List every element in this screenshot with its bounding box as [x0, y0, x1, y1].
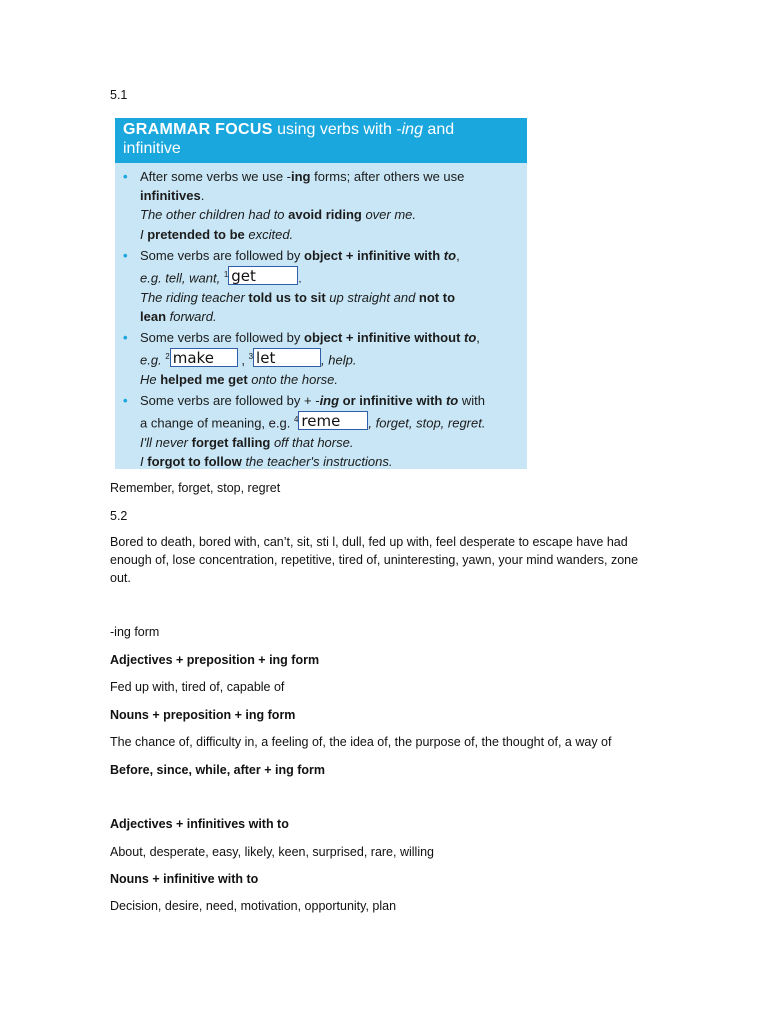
rule-text: , — [476, 329, 480, 345]
ex-text: off that horse. — [270, 434, 354, 450]
grammar-focus-label: GRAMMAR FOCUS — [123, 121, 273, 138]
section-number-5-2: 5.2 — [110, 509, 128, 523]
rule-1 — [115, 167, 527, 244]
answer-field-2[interactable]: make — [170, 348, 238, 367]
bullet-icon: • — [123, 169, 128, 184]
example-3 — [140, 290, 455, 324]
grammar-focus-title — [115, 118, 527, 163]
ex-text: over me. — [361, 207, 417, 223]
title-and: and — [422, 121, 455, 138]
rule-text: , — [456, 247, 460, 263]
gap-number-2: 2 — [165, 352, 170, 362]
heading-conjunctions-ing: Before, since, while, after + ing form — [110, 763, 325, 777]
gap-number-1: 1 — [223, 270, 229, 280]
ex-bold: helped me get — [160, 371, 248, 387]
answer-field-1[interactable]: get — [228, 266, 298, 285]
answer-field-4[interactable]: reme — [298, 411, 368, 430]
gap-number-3: 3 — [248, 352, 254, 362]
title-line2: infinitive — [123, 140, 181, 157]
ex-text: I — [140, 226, 148, 242]
example-1 — [140, 207, 416, 222]
rule-text: a change of meaning, e.g. — [140, 415, 294, 431]
ex-bold: pretended to be — [147, 226, 245, 242]
rule-bold-italic: to — [464, 329, 477, 345]
answer-line: Remember, forget, stop, regret — [110, 481, 281, 495]
rule-eg-end: , help. — [321, 352, 357, 368]
ex-bold: forget falling — [191, 434, 271, 450]
title-text: using verbs with - — [272, 121, 402, 138]
rule-text: . — [298, 270, 302, 286]
list-nouns-infinitive: Decision, desire, need, motivation, opportunity, plan — [110, 899, 397, 913]
heading-adjectives-infinitive: Adjectives + infinitives with to — [110, 817, 289, 831]
bullet-icon: • — [123, 247, 128, 263]
bullet-icon: • — [123, 392, 128, 408]
rule-4 — [115, 391, 527, 469]
example-4 — [140, 372, 338, 387]
ex-bold: not to — [418, 289, 456, 305]
ex-text: The riding teacher — [140, 289, 249, 305]
rule-text: forms; after others we use — [310, 169, 465, 184]
answer-field-3[interactable]: let — [253, 348, 321, 367]
list-adjectives-infinitive: About, desperate, easy, likely, keen, surprised, rare, willing — [110, 845, 434, 859]
heading-nouns-infinitive: Nouns + infinitive with to — [110, 872, 259, 886]
rule-text: with — [458, 392, 485, 408]
rule-text: Some verbs are followed by + - — [140, 392, 320, 408]
rule-text: Some verbs are followed by — [140, 247, 305, 263]
rule-3 — [115, 328, 527, 389]
rule-sep: , — [237, 352, 249, 368]
rule-bold: ing — [291, 169, 311, 184]
ex-text: up straight and — [325, 289, 419, 305]
ex-text: I — [140, 453, 148, 469]
ex-text: the teacher's instructions. — [241, 453, 393, 469]
title-ing: ing — [401, 121, 423, 138]
rule-bold-italic: to — [445, 392, 459, 408]
heading-adjectives-preposition-ing: Adjectives + preposition + ing form — [110, 653, 320, 667]
heading-nouns-preposition-ing: Nouns + preposition + ing form — [110, 708, 296, 722]
rule-text: Some verbs are followed by — [140, 329, 305, 345]
list-adjectives-preposition: Fed up with, tired of, capable of — [110, 680, 285, 694]
rule-bold: object + infinitive without — [304, 329, 465, 345]
gap-number-4: 4 — [293, 415, 299, 425]
rule-eg-end: , forget, stop, regret. — [368, 415, 486, 431]
list-nouns-preposition: The chance of, difficulty in, a feeling of, the idea of, the purpose of, the thought of, a way of — [110, 735, 612, 749]
ex-text: The other children had to — [140, 207, 289, 223]
ex-text: I'll never — [140, 434, 192, 450]
rule-eg: e.g. — [140, 352, 166, 368]
rule-bold-italic: to — [443, 247, 457, 263]
rule-2 — [115, 246, 527, 326]
ex-bold: lean — [140, 308, 167, 324]
vocabulary-paragraph: Bored to death, bored with, can’t, sit, sti l, dull, fed up with, feel desperate to escape have had enough of, lose concentration, repetitive, tired of, uninteresting, yawn, your mind wanders, zone out. — [110, 535, 639, 585]
rule-bold: or infinitive with — [339, 392, 446, 408]
section-number-5-1: 5.1 — [110, 88, 128, 102]
ing-form-label: -ing form — [110, 625, 160, 639]
grammar-focus-box — [115, 118, 527, 469]
ex-text: onto the horse. — [247, 371, 338, 387]
ex-bold: avoid riding — [288, 207, 362, 223]
example-5 — [140, 435, 353, 450]
ex-bold: told us to sit — [248, 289, 326, 305]
ex-text: excited. — [244, 226, 294, 242]
example-6 — [140, 454, 392, 469]
grammar-focus-body — [115, 163, 527, 469]
bullet-icon: • — [123, 329, 128, 345]
rule-text: After some verbs we use - — [140, 169, 291, 184]
rule-bold: infinitives — [140, 188, 201, 204]
rule-text: . — [200, 188, 205, 204]
rule-bold: object + infinitive with — [304, 247, 444, 263]
ex-bold: forgot to follow — [147, 453, 242, 469]
ex-text: forward. — [166, 308, 217, 324]
rule-eg: e.g. tell, want, — [140, 270, 224, 286]
example-2 — [140, 227, 293, 242]
ex-text: He — [140, 371, 161, 387]
rule-bold-italic: ing — [319, 392, 340, 408]
